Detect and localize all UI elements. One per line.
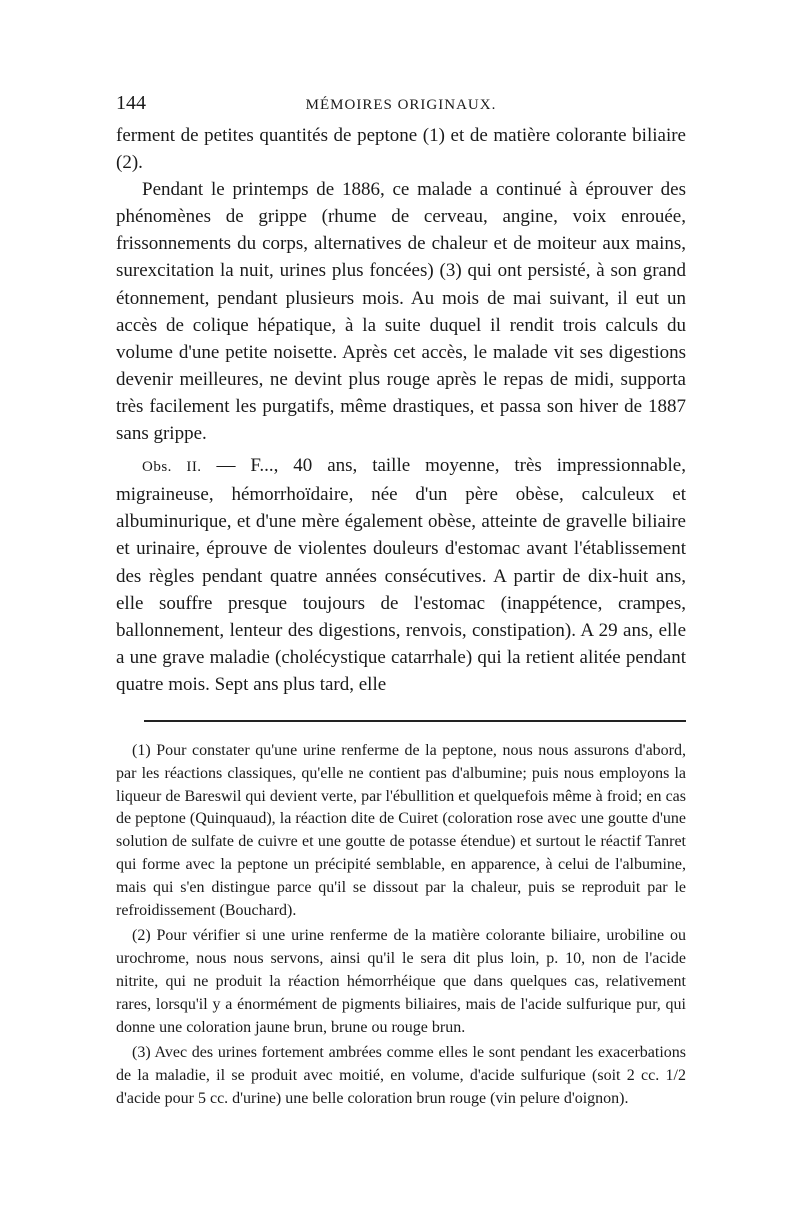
page-header	[116, 92, 686, 122]
footnotes	[116, 740, 686, 1111]
observation-text: — F..., 40 ans, taille moyenne, très impressionnable, migraineuse, hémorrhoïdaire, née d'un père obèse, calculeux et albuminurique, et d'une mère également obèse, atteinte de gravelle biliaire et urinaire, éprouve de violentes douleurs d'estomac avant l'établissement des règles pendant quatre années consécutives. A partir de dix-huit ans, elle souffre presque toujours de l'estomac (inappétence, crampes, ballonnement, lenteur des digestions, renvois, constipation). A 29 ans, elle a une grave maladie (cholécystique catarrhale) qui la retient alitée pendant quatre mois. Sept ans plus tard, elle	[116, 455, 686, 695]
observation-label: Obs. II.	[142, 459, 202, 476]
book-page	[116, 92, 686, 1114]
paragraph-observation-two	[116, 452, 686, 698]
main-text	[116, 122, 686, 698]
paragraph-case-one: Pendant le printemps de 1886, ce malade a continué à éprouver des phénomènes de grippe (rhume de cerveau, angine, voix enrouée, frissonnements du corps, alternatives de chaleur et de moiteur aux mains, surexcitation la nuit, urines plus foncées) (3) qui ont persisté, à son grand étonnement, pendant plusieurs mois. Au mois de mai suivant, il eut un accès de colique hépatique, à la suite duquel il rendit trois calculs du volume d'une petite noisette. Après cet accès, le malade vit ses digestions devenir meilleures, ne devint plus rouge après le repas de midi, supporta très facilement les purgatifs, même drastiques, et passa son hiver de 1887 sans grippe.	[116, 179, 686, 445]
footnote-3: (3) Avec des urines fortement ambrées comme elles le sont pendant les exacerbations de la maladie, il se produit avec moitié, en volume, d'acide sulfurique (soit 2 cc. 1/2 d'acide pour 5 cc. d'urine) une belle coloration brun rouge (vin pelure d'oignon).	[116, 1044, 686, 1107]
footnote-1: (1) Pour constater qu'une urine renferme de la peptone, nous nous assurons d'abord, par les réactions classiques, qu'elle ne contient pas d'albumine; puis nous employons la liqueur de Bareswil qui devient verte, par l'ébullition et quelquefois même à froid; en cas de peptone (Quinquaud), la réaction dite de Cuiret (coloration rose avec une goutte d'une solution de sulfate de cuivre et une goutte de potasse étendue) et surtout le réactif Tanret qui forme avec la peptone un précipité semblable, en apparence, à celui de l'albumine, mais qui s'en distingue parce qu'il se dissout par la chaleur, puis se reproduit par le refroidissement (Bouchard).	[116, 741, 686, 919]
footnote-2: (2) Pour vérifier si une urine renferme de la matière colorante biliaire, urobiline ou urochrome, nous nous servons, ainsi qu'il le sera dit plus loin, p. 10, non de l'acide nitrite, qui ne produit la réaction hémorrhéique que dans quelques cas, relativement rares, lorsqu'il y a énormément de pigments biliaires, mais de l'acide sulfurique pur, qui donne une coloration jaune brun, brune ou rouge brun.	[116, 927, 686, 1036]
page-number: 144	[116, 92, 146, 114]
paragraph-continuation: ferment de petites quantités de peptone (1) et de matière colorante biliaire (2).	[116, 125, 686, 174]
footnote-divider	[144, 720, 686, 722]
running-head: MÉMOIRES ORIGINAUX.	[305, 97, 497, 113]
